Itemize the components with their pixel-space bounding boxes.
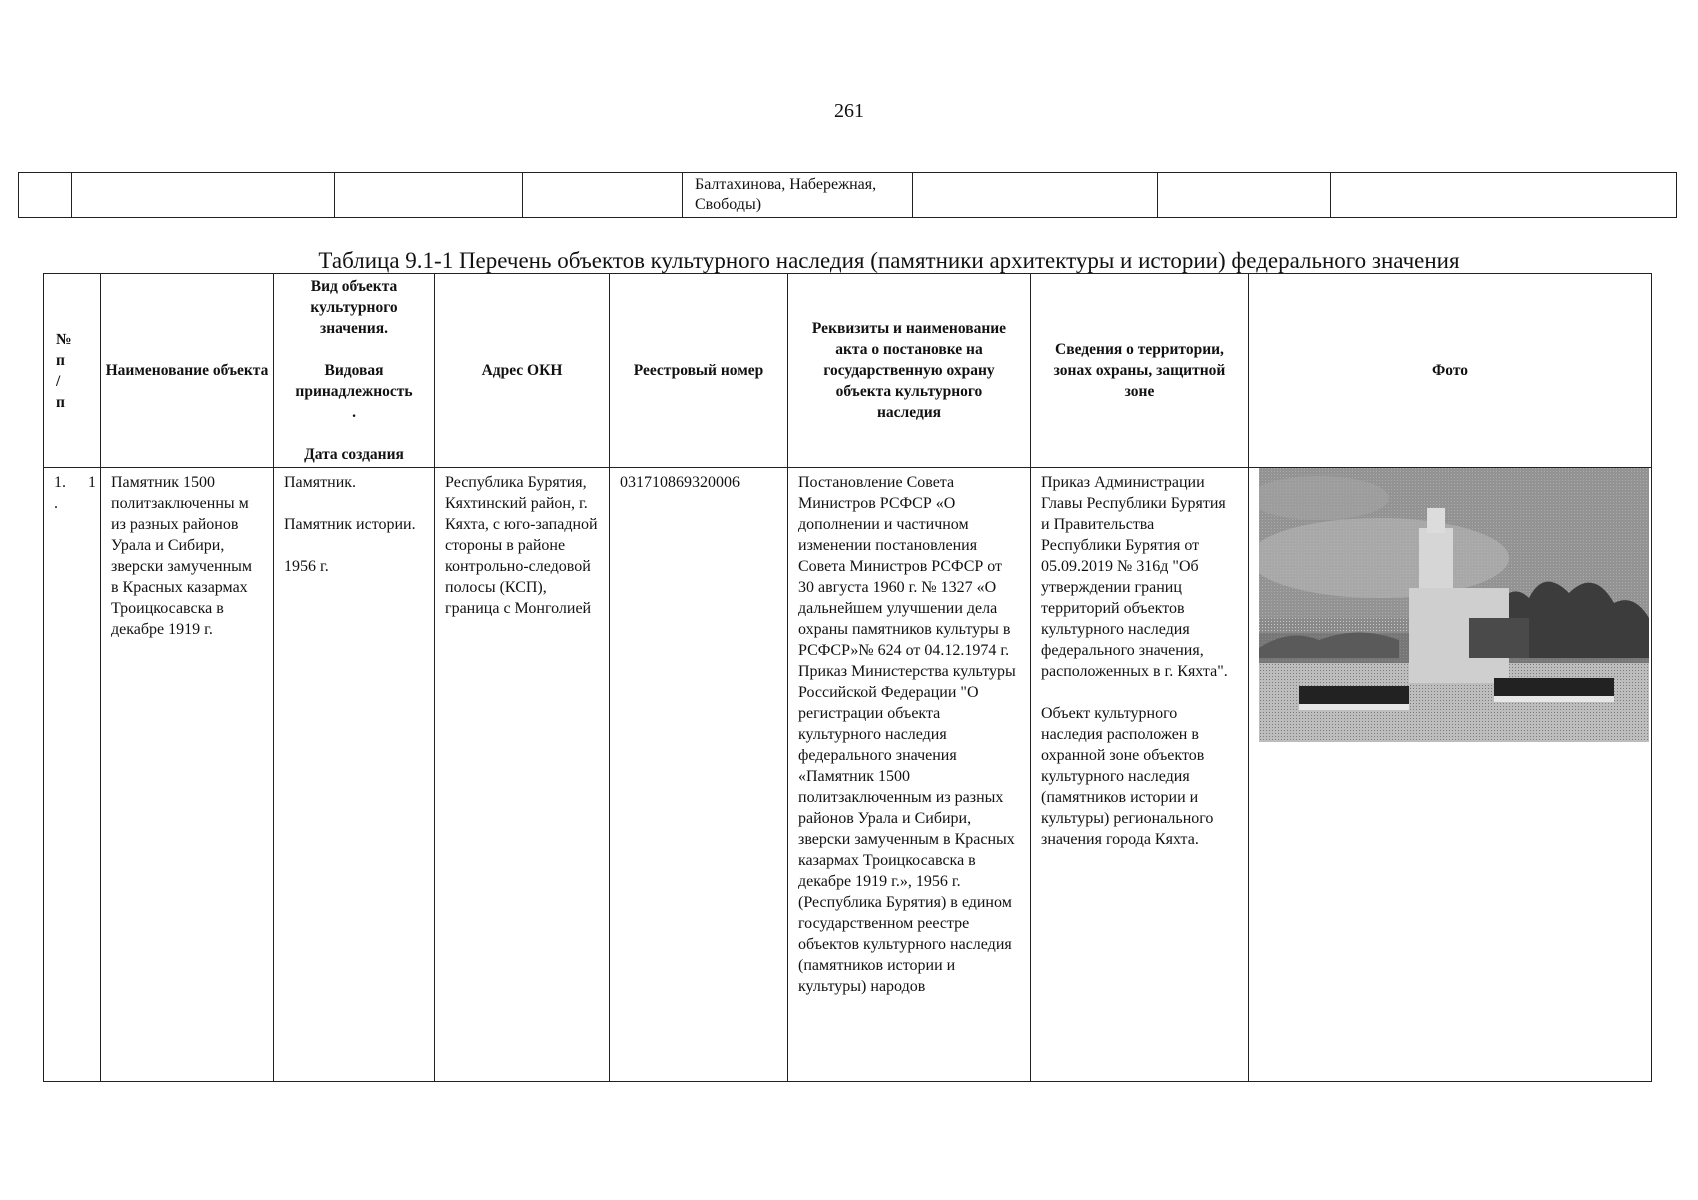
continuation-table xyxy=(18,172,1677,218)
cell-address: Республика Бурятия, Кяхтинский район, г. Кяхта, с юго-западной стороны в районе контрольно-следовой полосы (КСП), граница с Монголией xyxy=(435,468,610,1082)
header-address: Адрес ОКН xyxy=(435,274,610,468)
monument-photo-image xyxy=(1259,468,1649,742)
cell-name: Памятник 1500 политзаключенны м из разных районов Урала и Сибири, зверски замученным в Красных казармах Троицкосавска в декабре 1919 г. xyxy=(101,468,274,1082)
table-caption: Таблица 9.1-1 Перечень объектов культурного наследия (памятники архитектуры и истории) федерального значения xyxy=(318,248,1460,273)
cell-territory: Приказ Администрации Главы Республики Бурятия и Правительства Республики Бурятия от 05.09.2019 № 316д "Об утверждении границ территорий объектов культурного наследия федерального значения, расположенных в г. Кяхта". Объект культурного наследия расположен в охранной зоне объектов культурного наследия (памятников истории и культуры) регионального значения города Кяхта. xyxy=(1031,468,1249,1082)
continuation-address: Балтахинова, Набережная, Свободы) xyxy=(683,173,913,218)
cell-registry: 031710869320006 xyxy=(610,468,788,1082)
monument-photo xyxy=(1259,468,1649,742)
cell-photo xyxy=(1249,468,1652,1082)
header-row xyxy=(44,274,1652,468)
cell-num: 1. 1 . xyxy=(44,468,101,1082)
cell-act: Постановление Совета Министров РСФСР «О дополнении и частичном изменении постановления Совета Министров РСФСР от 30 августа 1960 г. № 1327 «О дальнейшем улучшении дела охраны памятников культуры в РСФСР»№ 624 от 04.12.1974 г. Приказ Министерства культуры Российской Федерации "О регистрации объекта культурного наследия федерального значения «Памятник 1500 политзаключенным из разных районов Урала и Сибири, зверски замученным в Красных казармах Троицкосавска в декабре 1919 г.», 1956 г. (Республика Бурятия) в едином государственном реестре объектов культурного наследия (памятников истории и культуры) народов xyxy=(788,468,1031,1082)
header-act: Реквизиты и наименование акта о постановке на государственную охрану объекта культурного наследия xyxy=(788,274,1031,468)
table-row xyxy=(44,468,1652,1082)
header-num: № п / п xyxy=(44,274,101,468)
header-photo: Фото xyxy=(1249,274,1652,468)
header-type: Вид объекта культурного значения. Видовая принадлежность . Дата создания xyxy=(274,274,435,468)
header-registry: Реестровый номер xyxy=(610,274,788,468)
header-name: Наименование объекта xyxy=(101,274,274,468)
header-territory: Сведения о территории, зонах охраны, защитной зоне xyxy=(1031,274,1249,468)
heritage-table xyxy=(43,273,1652,1082)
cell-type: Памятник. Памятник истории. 1956 г. xyxy=(274,468,435,1082)
page-number: 261 xyxy=(834,100,864,122)
continuation-row xyxy=(19,173,1677,218)
